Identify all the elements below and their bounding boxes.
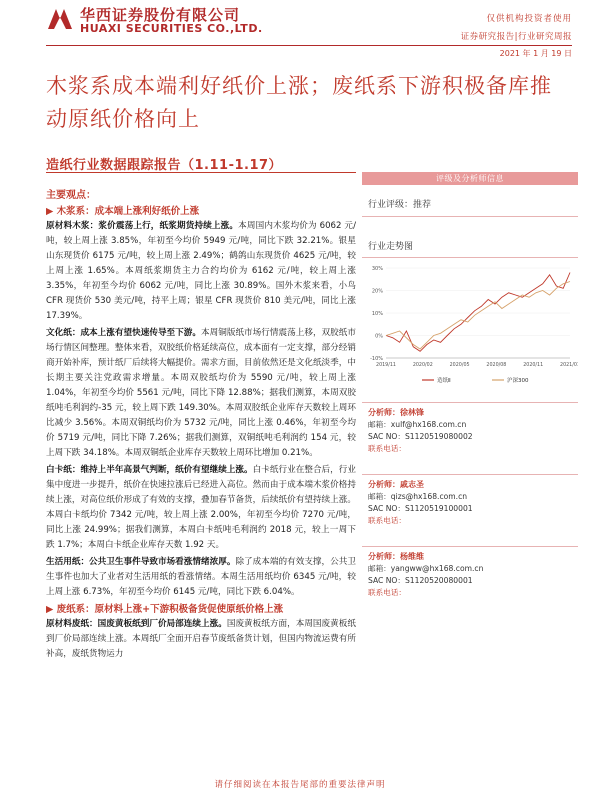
huaxi-logo-icon	[46, 5, 74, 31]
report-title: 木浆系成本端利好纸价上涨；废纸系下游积极备库推动原纸价格向上	[46, 74, 552, 131]
analyst-sac: SAC NO：S1120520080001	[368, 576, 473, 585]
paragraph-head: 白卡纸：维持上半年高景气判断，纸价有望继续上涨。	[46, 465, 253, 475]
company-name-cn: 华西证券股份有限公司	[80, 6, 241, 24]
y-tick-label: 0%	[375, 333, 383, 340]
sidebar-title-bar: 评级及分析师信息	[362, 172, 578, 185]
x-tick-label: 2020/05	[449, 363, 470, 368]
section-heading-woodpulp-text: 木浆系：成本端上涨利好纸价上涨	[56, 206, 200, 217]
industry-rating: 行业评级：推荐	[362, 197, 578, 217]
report-type: 证券研究报告|行业研究周报	[460, 32, 572, 42]
section-heading-wastepaper-text: 废纸系：原材料上涨+下游积极备货促使原纸价格上涨	[56, 604, 284, 615]
trend-chart	[362, 262, 578, 392]
paragraph-culture-paper	[46, 326, 356, 461]
analyst-name: 分析师：戚志圣	[368, 480, 424, 489]
x-tick-label: 2020/11	[523, 363, 544, 368]
x-tick-label: 2019/11	[376, 363, 396, 368]
y-tick-label: 20%	[371, 288, 383, 295]
paragraph-body: 本周铜版纸市场行情震荡上移，双胶纸市场行情区间整理。整体来看，双胶纸价格延续高位，成本面有一定支撑，部分经销商开始补库，预计纸厂后续将大幅提价。需求方面，目前依然还是文化纸淡季，中长期主要关注党政需求增量。本周双胶纸均价为 5590 元/吨，较上周上涨 1.04%，年初至今均价 5561 元/吨，同比下降 12.88%；据我们测算，本周双胶纸吨毛利润约-35 元，较上周下跌 149.30%。本周双胶纸企业库存天数较上周环比减少 3.56%。本周双铜纸均价为 5732 元/吨，同比上涨 0.46%，年初至今均价 5719 元/吨，同比下降 7.26%；据我们测算，双铜纸吨毛利润约 154 元，较上周下跌 34.18%。本周双铜纸企业库存天数较上周环比增加 0.21%。	[46, 328, 356, 458]
y-tick-label: 10%	[371, 311, 383, 317]
audience-note: 仅供机构投资者使用	[486, 14, 572, 24]
paragraph-white-card	[46, 463, 356, 553]
paragraph-body: 本周国内木浆均价为 6062 元/吨，较上周上涨 3.85%，年初至今均价 5949 元/吨，同比下跌 32.21%。银星山东现货价 6175 元/吨，较上周上涨 2.49%；鹤鸽山东现货价 4625 元/吨，较上周上涨 1.65%。本周纸浆期货主力合约均价为 6162 元/吨，较上周上涨 3.35%，年初至今均价 6062 元/吨，同比上涨 30.89%。国外木浆来看，小鸟 CFR 现货价 530 美元/吨，持平上周；银星 CFR 现货价 810 美元/吨，同比上涨 17.39%。	[46, 221, 356, 321]
analyst-email: 邮箱：qizs@hx168.com.cn	[368, 492, 468, 501]
analyst-contact: 联系电话：	[368, 588, 406, 597]
paragraph-head: 原材料木浆：浆价震荡上行，纸浆期货持续上涨。	[46, 221, 239, 231]
y-tick-label: 30%	[371, 266, 383, 272]
paragraph-household-paper	[46, 555, 356, 600]
report-date: 2021 年 1 月 19 日	[499, 49, 572, 58]
analyst-contact: 联系电话：	[368, 444, 406, 453]
header-divider	[46, 45, 572, 46]
analyst-contact: 联系电话：	[368, 516, 406, 525]
trend-chart-title: 行业走势图	[362, 239, 578, 258]
analyst-block	[362, 474, 578, 540]
section-heading-woodpulp: ▶ 木浆系：成本端上涨利好纸价上涨	[46, 206, 200, 217]
y-tick-label: -10%	[370, 356, 383, 362]
analyst-sac: SAC NO：S1120519080002	[368, 432, 473, 441]
analyst-email: 邮箱：yangww@hx168.com.cn	[368, 564, 484, 573]
analyst-sac: SAC NO：S1120519100001	[368, 504, 473, 513]
paragraph-body: 除了成本端的有效支撑，公共卫生事件也加大了业者对生活用纸的看涨情绪。本周生活用纸均价 6345 元/吨，较上周上涨 6.73%，年初至今均价 6145 元/吨，同比下跌 6.04%。	[46, 557, 356, 597]
paragraph-head: 原材料废纸：国废黄板纸到厂价局部连续上涨。	[46, 619, 227, 629]
paragraph-body: 白卡纸行业在整合后，行业集中度进一步提升，纸价在快速拉涨后已经进入高位。然而由于成本端木浆价格持续上涨，对高位纸价形成了有效的支撑，叠加春节备货，后续纸价有望持续上涨。本周白卡纸均价 7342 元/吨，较上周上涨 2.00%，年初至今均价 7270 元/吨，同比上涨 24.99%；据我们测算，本周白卡纸吨毛利润约 2018 元，较上一周下跌 1.7%；本周白卡纸企业库存天数 1.92 天。	[46, 465, 356, 550]
paragraph-body: 国废黄板纸方面，本周国废黄板纸到厂价局部连续上涨。本周纸厂全面开启春节废纸备货计划，但国内物流运费有所补高，废纸货物运力	[46, 619, 356, 659]
report-subtitle: 造纸行业数据跟踪报告（1.11-1.17）	[46, 158, 283, 173]
sidebar	[362, 172, 578, 612]
analyst-email: 邮箱：xulf@hx168.com.cn	[368, 420, 467, 429]
report-header	[0, 0, 600, 60]
series-line-0	[386, 273, 570, 352]
subtitle-divider	[46, 172, 356, 173]
analyst-name: 分析师：杨维维	[368, 552, 424, 561]
section-heading-wastepaper: ▶ 废纸系：原材料上涨+下游积极备货促使原纸价格上涨	[46, 604, 284, 615]
x-tick-label: 2020/02	[412, 363, 433, 368]
analyst-name: 分析师：徐林锋	[368, 408, 424, 417]
legal-footer: 请仔细阅读在本报告尾部的重要法律声明	[214, 780, 386, 790]
company-name-en: HUAXI SECURITIES CO.,LTD.	[80, 22, 263, 35]
x-tick-label: 2020/08	[486, 363, 507, 368]
analyst-block	[362, 402, 578, 468]
main-content	[46, 188, 356, 664]
legend-label: 沪深300	[507, 378, 529, 384]
legend-label: 造纸Ⅱ	[437, 378, 451, 384]
analyst-block	[362, 546, 578, 612]
paragraph-wastepaper	[46, 617, 356, 662]
main-points-heading: 主要观点：	[46, 190, 96, 201]
paragraph-head: 生活用纸：公共卫生事件导致市场看涨情绪浓厚。	[46, 557, 236, 567]
series-line-1	[386, 282, 570, 350]
x-tick-label: 2021/01	[560, 363, 578, 368]
paragraph-woodpulp	[46, 219, 356, 324]
paragraph-head: 文化纸：成本上涨有望快速传导至下游。	[46, 328, 201, 338]
